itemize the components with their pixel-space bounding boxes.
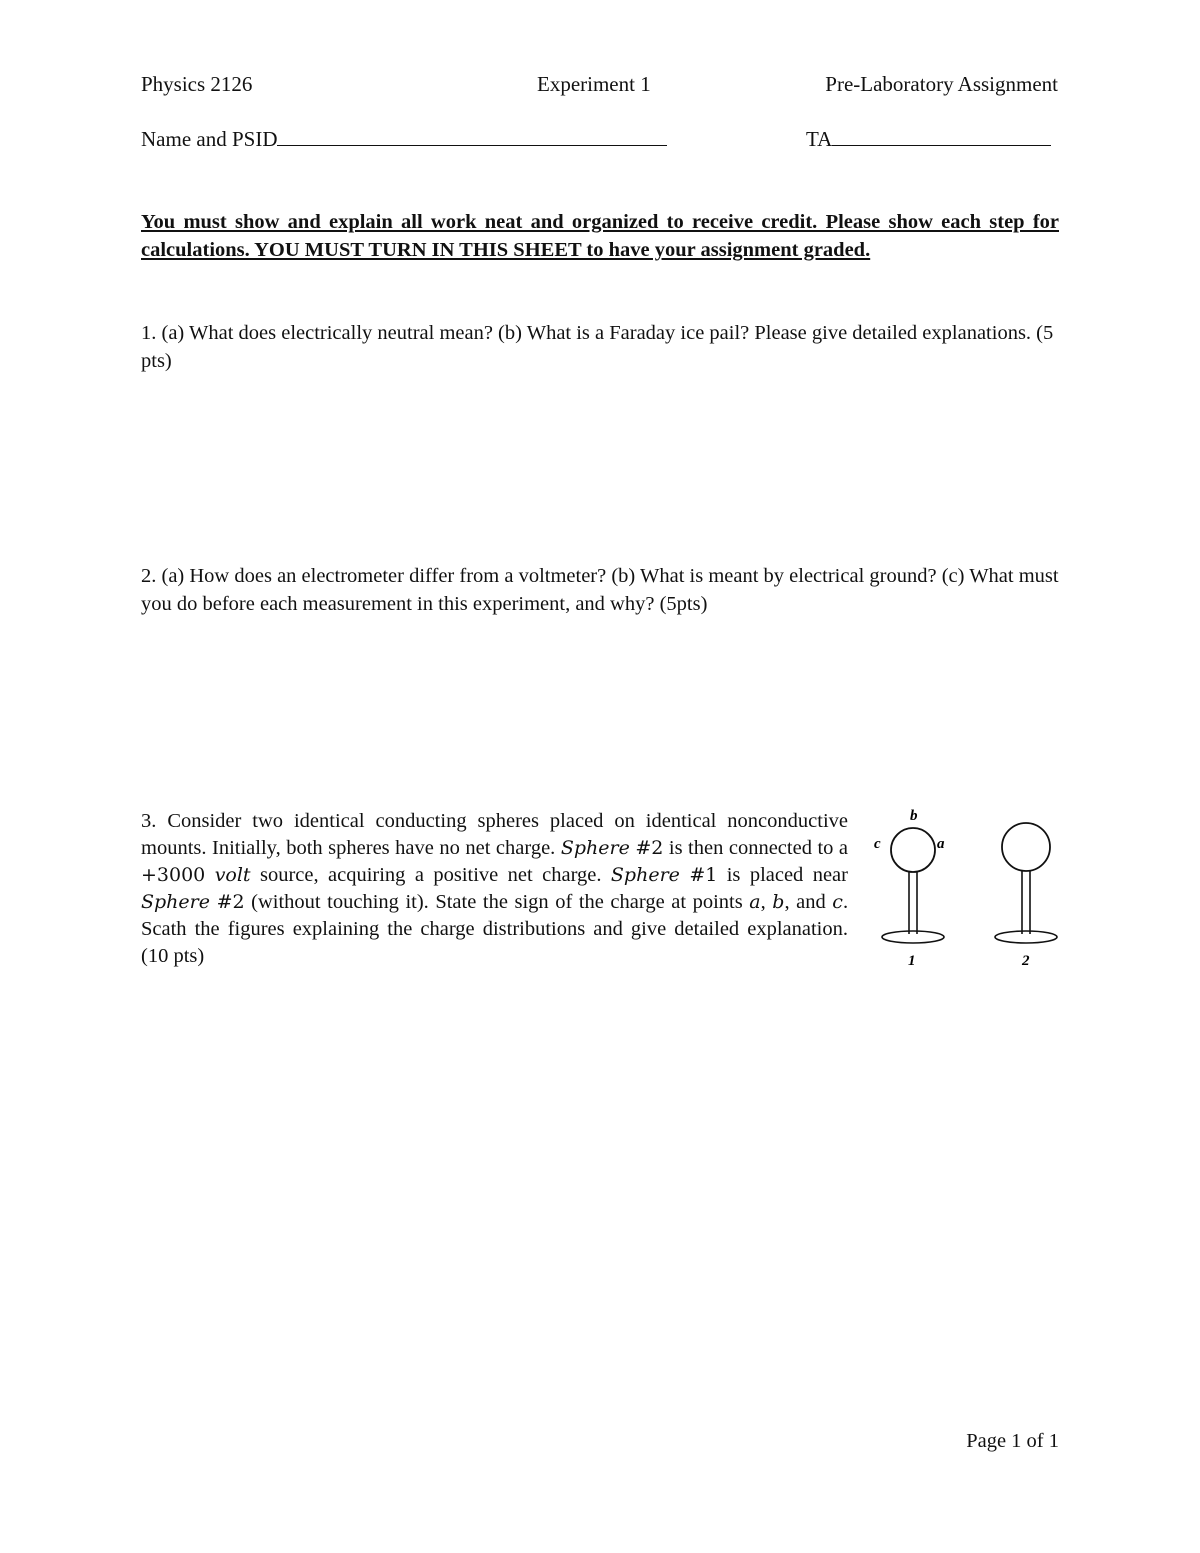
- q3-part6: and: [796, 891, 826, 913]
- spheres-figure: [868, 800, 1068, 980]
- q3-part4: is placed near: [726, 864, 848, 886]
- question-2: 2. (a) How does an electrometer differ from a voltmeter? (b) What is meant by electrical ground? (c) What must you do before each measurement in this experiment, and why? (5pts): [141, 565, 1059, 615]
- assignment-title: Pre-Laboratory Assignment: [825, 72, 1058, 96]
- q3-sphere-a: Sphere: [560, 837, 630, 859]
- q3-num2-a: #2: [635, 837, 664, 859]
- q3-part5: (without touching it). State the sign of the charge at points: [251, 891, 743, 913]
- q3-point-b: b: [772, 891, 785, 913]
- page-number: Page 1 of 1: [966, 1430, 1059, 1452]
- sphere-2-diagram: [995, 823, 1057, 969]
- name-psid-blank[interactable]: [277, 144, 667, 146]
- ta-field[interactable]: [806, 127, 1051, 152]
- sphere-1-diagram: [874, 808, 945, 969]
- course-title: Physics 2126: [141, 72, 253, 96]
- q3-part7: Scath the figures explaining the charge distributions and give detailed explanation. (10 pts): [141, 918, 848, 967]
- sphere-2-base: [995, 931, 1057, 943]
- sphere-1: [891, 828, 935, 872]
- q3-sphere-b: Sphere: [610, 864, 680, 886]
- q3-point-c: c: [832, 891, 843, 913]
- sphere-2: [1002, 823, 1050, 871]
- q3-part1: 3. Consider two identical conducting spheres placed on identical nonconductive mounts. Initially, both spheres have no net charge.: [141, 810, 848, 859]
- instructions: You must show and explain all work neat and organized to receive credit. Please show each step for calculations. YOU MUST TURN IN THIS SHEET to have your assignment graded.: [141, 211, 1059, 261]
- q3-sphere-c: Sphere: [141, 891, 210, 913]
- q3-volt: volt: [214, 864, 251, 886]
- q3-voltage: +3000: [141, 864, 206, 886]
- sphere-1-base: [882, 931, 944, 943]
- ta-label: TA: [806, 127, 833, 151]
- q3-part3: source, acquiring a positive net charge.: [259, 864, 602, 886]
- label-point-a: a: [937, 836, 945, 852]
- question-3: 3. Consider two identical conducting spheres placed on identical nonconductive mounts. Initially, both spheres have no net charge. Sphere #2 is then connected to a +3000 volt source, acquiring a positive net charge. Sphere #1 is placed near Sphere #2 (without touching it). State the sign of the charge at points a, b, and c. Scath the figures explaining the charge distributions and give detailed explanation. (10 pts): [141, 810, 849, 967]
- experiment-title: Experiment 1: [537, 72, 651, 96]
- name-psid-field[interactable]: [141, 127, 667, 152]
- q3-num1: #1: [689, 864, 718, 886]
- label-point-b: b: [910, 808, 918, 824]
- label-sphere-2: 2: [1022, 953, 1030, 969]
- ta-blank[interactable]: [832, 144, 1051, 146]
- question-1: 1. (a) What does electrically neutral mean? (b) What is a Faraday ice pail? Please give detailed explanations. (5 pts): [141, 322, 1054, 372]
- label-sphere-1: 1: [908, 953, 916, 969]
- q3-point-a: a: [749, 891, 761, 913]
- name-psid-label: Name and PSID: [141, 127, 278, 151]
- q3-part2: is then connected to a: [668, 837, 849, 859]
- label-point-c: c: [874, 836, 881, 852]
- q3-num2-b: #2: [216, 891, 245, 913]
